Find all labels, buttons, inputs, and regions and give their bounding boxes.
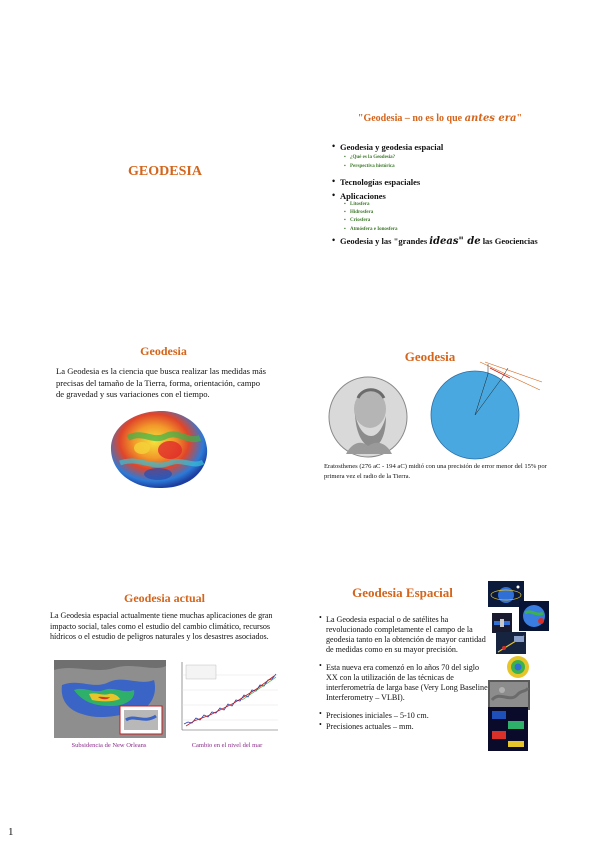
sea-level-chart — [172, 660, 280, 738]
new-orleans-subsidence-map — [54, 660, 166, 738]
caption-sea-level: Cambio en el nivel del mar — [191, 742, 263, 749]
slide1-title: GEODESIA — [128, 164, 202, 179]
slide6-bullet-4: • Precisiones actuales – mm. — [326, 722, 491, 732]
satellite-image-5 — [506, 655, 530, 679]
slide2-title-em: antes era — [464, 113, 517, 124]
slide2-title-pre: "Geodesia – no es lo que — [357, 113, 465, 124]
agenda-item-4-post: las Geociencias — [480, 236, 538, 246]
slide2-title-post: " — [516, 113, 523, 124]
slide6-bullet-1: • La Geodesia espacial o de satélites ha revolucionado completamente el campo de la geodesia tanto en la obtención de mayor cantidad de medidas como en su mayor precisión. — [326, 615, 491, 654]
agenda-sub-1-2: ▪ Perspectiva histórica — [350, 164, 395, 169]
eratosthenes-portrait — [328, 376, 408, 458]
slide6-bullet-2: • Esta nueva era comenzó en lo años 70 del siglo XX con la utilización de las técnicas de interferometría de larga base (Very Long Baseline Interferometry – VLBI). — [326, 663, 491, 702]
slide5-text: La Geodesia espacial actualmente tiene muchas aplicaciones de gran impacto social, tales como el estudio del cambio climático, recursos hídricos o el estudio de peligros naturales y los desastres asociados. — [50, 611, 273, 642]
slide3-title: Geodesia — [140, 344, 187, 358]
agenda-item-3: • Aplicaciones — [340, 191, 386, 201]
earth-radius-diagram — [430, 360, 550, 460]
slide3-text: La Geodesia es la ciencia que busca realizar las medidas más precisas del tamaño de la Tierra, forma, orientación, campo de gravedad y sus variaciones con el tiempo. — [56, 366, 266, 400]
agenda-item-2: • Tecnologías espaciales — [340, 177, 420, 187]
agenda-sub-3-2: ▪ Hidrosfera — [350, 210, 373, 215]
slide6-bullet-3: • Precisiones iniciales – 5-10 cm. — [326, 711, 491, 721]
slide5-title: Geodesia actual — [124, 591, 205, 605]
page-number: 1 — [8, 826, 14, 838]
satellite-image-4 — [496, 632, 526, 654]
agenda-item-4-pre: Geodesia y las "grandes — [340, 236, 430, 246]
satellite-image-7 — [488, 707, 528, 751]
slide2-title — [330, 113, 550, 124]
satellite-image-6 — [488, 680, 530, 710]
satellite-image-2 — [519, 601, 549, 631]
slide6-title: Geodesia Espacial — [352, 585, 453, 600]
agenda-sub-3-3: ▪ Criosfera — [350, 218, 370, 223]
satellite-image-3 — [492, 613, 512, 633]
caption-new-orleans: Subsidencia de New Orleans — [71, 742, 147, 749]
agenda-sub-3-4: ▪ Atmósfera e Ionosfera — [350, 227, 398, 232]
agenda-item-4 — [340, 236, 538, 247]
agenda-sub-3-1: ▪ Litosfera — [350, 202, 369, 207]
agenda-item-4-em: ideas" de — [429, 236, 481, 247]
geoid-image — [108, 408, 210, 490]
agenda-sub-1-1: ▪ ¿Qué es la Geodesia? — [350, 155, 395, 160]
agenda-item-1: • Geodesia y geodesia espacial — [340, 142, 443, 152]
slide4-title: Geodesia — [404, 349, 456, 364]
slide4-caption: Eratosthenes (276 aC - 194 aC) midió con una precisión de error menor del 15% por primera vez el radio de la Tierra. — [324, 463, 547, 481]
